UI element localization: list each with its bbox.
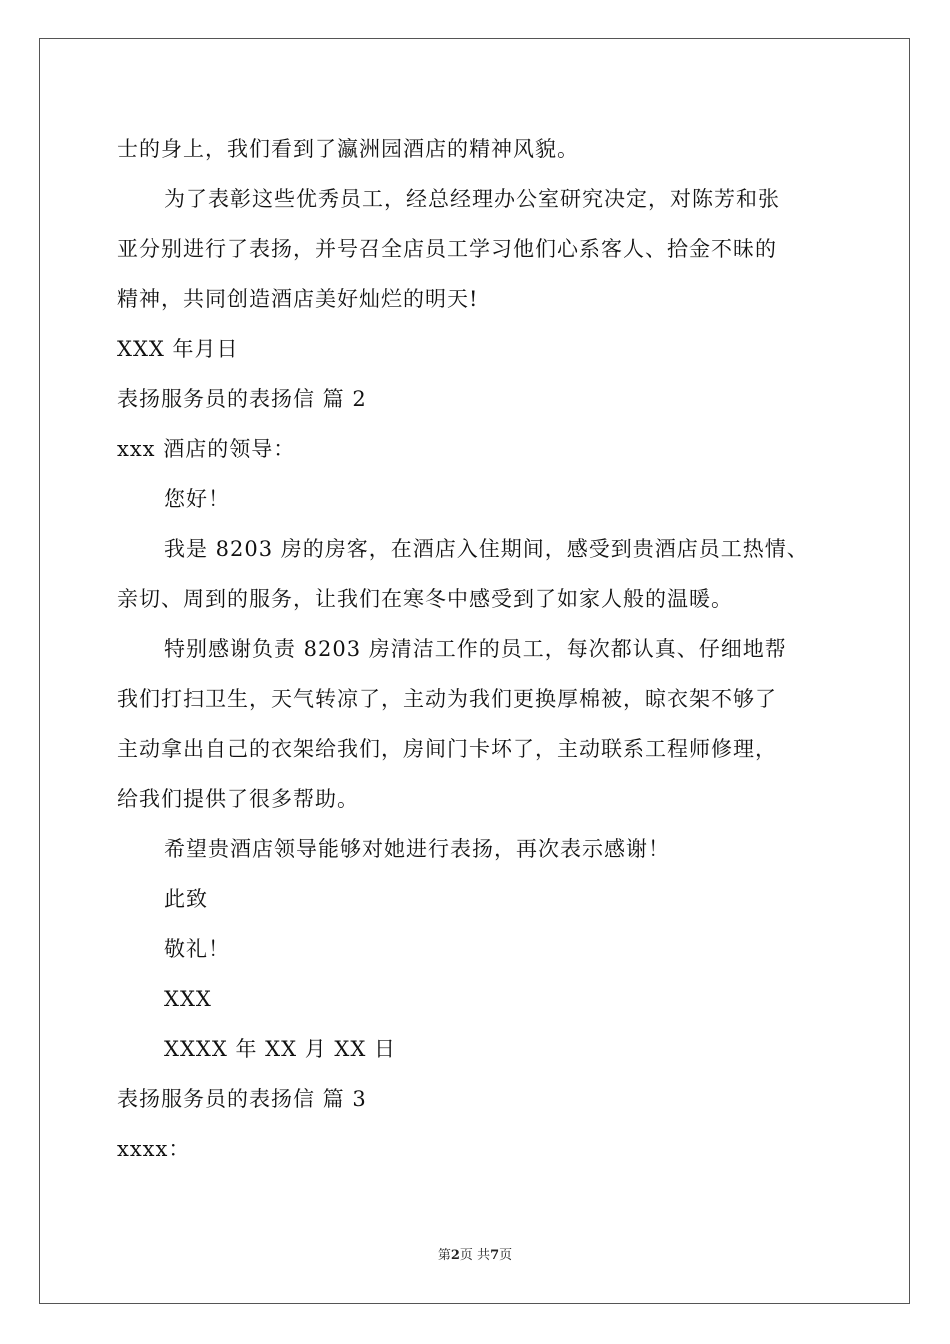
signature: XXX [164,987,212,1011]
page-prefix: 第 [437,1248,451,1263]
page-total: 7 [490,1248,500,1263]
salutation: xxxx： [117,1137,191,1161]
page-number [0,1244,950,1263]
document-body [117,124,837,1174]
text-line: 亲切、周到的服务，让我们在寒冬中感受到了如家人般的温暖。 [117,587,733,611]
greeting: 您好！ [164,487,230,511]
text-line: 亚分别进行了表扬，并号召全店员工学习他们心系客人、拾金不昧的 [117,237,777,261]
text-line: 希望贵酒店领导能够对她进行表扬，再次表示感谢！ [164,837,670,861]
date-line: XXX 年月日 [117,337,239,361]
text-line: 我是 8203 房的房客，在酒店入住期间，感受到贵酒店员工热情、 [164,537,809,561]
date-line: XXXX 年 XX 月 XX 日 [164,1037,396,1061]
page-current: 2 [450,1248,460,1263]
page-mid: 页 共 [459,1248,491,1263]
section-heading: 表扬服务员的表扬信 篇 2 [117,387,367,411]
text-line: 主动拿出自己的衣架给我们，房间门卡坏了，主动联系工程师修理， [117,737,777,761]
text-line: 为了表彰这些优秀员工，经总经理办公室研究决定，对陈芳和张 [164,187,780,211]
text-line: 士的身上，我们看到了瀛洲园酒店的精神风貌。 [117,137,579,161]
text-line: 我们打扫卫生，天气转凉了，主动为我们更换厚棉被，晾衣架不够了 [117,687,777,711]
closing: 敬礼！ [164,937,230,961]
section-heading: 表扬服务员的表扬信 篇 3 [117,1087,367,1111]
closing: 此致 [164,887,208,911]
salutation: xxx 酒店的领导： [117,437,296,461]
text-line: 给我们提供了很多帮助。 [117,787,359,811]
text-line: 精神，共同创造酒店美好灿烂的明天! [117,287,479,311]
text-line: 特别感谢负责 8203 房清洁工作的员工，每次都认真、仔细地帮 [164,637,787,661]
page-suffix: 页 [499,1248,513,1263]
